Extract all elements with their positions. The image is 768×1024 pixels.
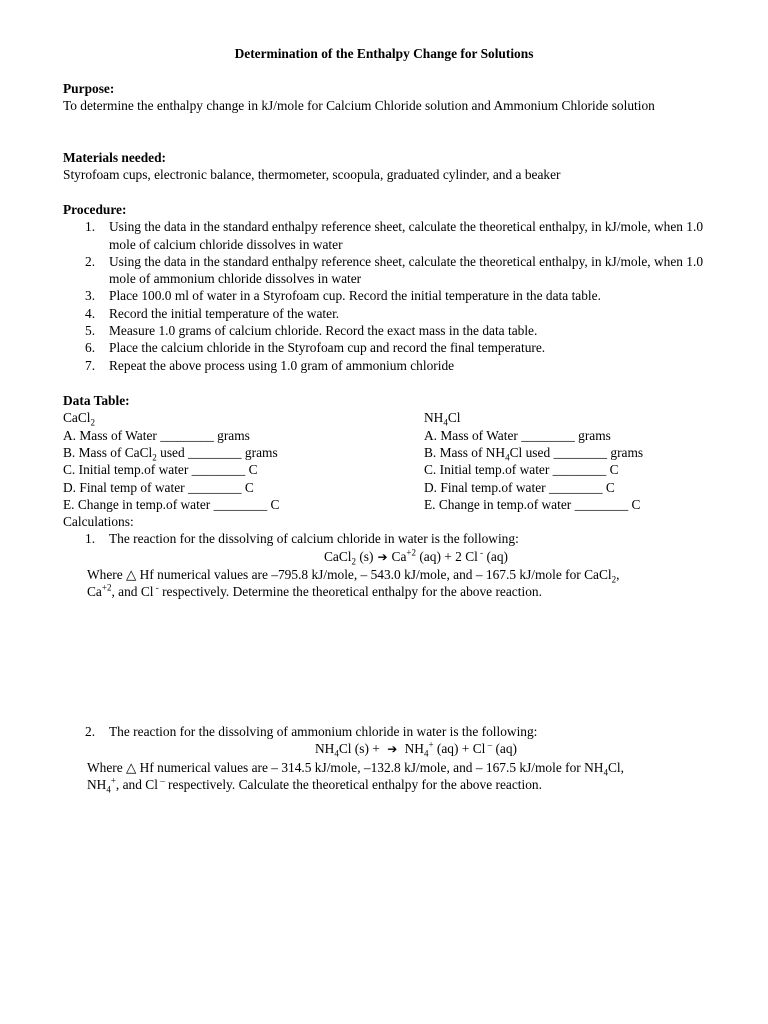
subscript: 2	[152, 452, 157, 463]
step-text: Repeat the above process using 1.0 gram of ammonium chloride	[109, 357, 455, 373]
step-text: Using the data in the standard enthalpy reference sheet, calculate the theoretical enthalpy, in kJ/mole, when 1.0 mole of calcium chloride dissolves in water	[109, 219, 704, 252]
procedure-step	[63, 253, 723, 288]
step-number: 7.	[85, 357, 96, 373]
note-text: Where △ Hf numerical values are – 314.5 kJ/mole, –132.8 kJ/mole, and – 167.5 kJ/mole for NH	[87, 759, 604, 775]
row-text: B. Mass of NH	[424, 445, 506, 460]
note-text: , and Cl	[115, 776, 158, 792]
eq-part: CaCl	[323, 548, 352, 564]
formula-text: CaCl	[63, 410, 91, 425]
purpose-section	[63, 80, 723, 115]
calculations-section	[63, 513, 723, 600]
eq-part: (aq) + 2 Cl	[416, 548, 478, 564]
procedure-section	[63, 201, 723, 374]
superscript: -	[477, 547, 484, 558]
eq-part: (aq)	[483, 548, 509, 564]
step-text: Place 100.0 ml of water in a Styrofoam cup. Record the initial temperature in the data table.	[109, 288, 601, 304]
formula-text: NH	[424, 410, 444, 425]
document-title: Determination of the Enthalpy Change for Solutions	[234, 46, 534, 61]
formula-text: Cl	[447, 410, 461, 425]
nh4cl-column-header	[424, 409, 461, 426]
procedure-step	[63, 322, 723, 339]
nh4cl-final-temp: D. Final temp.of water ________ C	[424, 480, 615, 495]
reaction-equation	[63, 548, 723, 566]
eq-part: (aq)	[492, 741, 518, 757]
calculation-text: The reaction for the dissolving of calcium chloride in water is the following:	[109, 531, 519, 547]
calculations-heading: Calculations:	[63, 514, 134, 529]
row-text: B. Mass of CaCl	[63, 445, 153, 460]
note-text: respectively. Determine the theoretical enthalpy for the above reaction.	[158, 584, 542, 600]
row-text: used ________ grams	[156, 445, 278, 460]
note-text: Where △ Hf numerical values are –795.8 kJ/mole, – 543.0 kJ/mole, and – 167.5 kJ/mole for CaCl	[87, 566, 612, 582]
materials-text: Styrofoam cups, electronic balance, thermometer, scoopula, graduated cylinder, and a beaker	[63, 167, 561, 183]
calculation-note-1	[63, 566, 723, 601]
subscript: 4	[443, 417, 448, 428]
calculation-item-1	[63, 530, 723, 566]
superscript: -	[153, 582, 159, 593]
step-number: 2.	[85, 253, 96, 269]
note-text: ,	[616, 566, 620, 582]
procedure-step	[63, 287, 723, 304]
procedure-step	[63, 305, 723, 322]
nh4cl-mass-water: A. Mass of Water ________ grams	[424, 428, 611, 443]
nh4cl-mass-used	[424, 444, 643, 461]
superscript: –	[157, 775, 165, 786]
procedure-step	[63, 357, 723, 374]
subscript: 2	[90, 417, 96, 428]
note-text: NH	[87, 776, 107, 792]
subscript: 4	[334, 748, 339, 759]
step-text: Place the calcium chloride in the Styrofoam cup and record the final temperature.	[109, 340, 546, 356]
nh4cl-change-temp: E. Change in temp.of water ________ C	[424, 497, 641, 512]
cacl2-change-temp: E. Change in temp.of water ________ C	[63, 497, 280, 512]
procedure-heading: Procedure:	[63, 202, 127, 217]
cacl2-final-temp: D. Final temp of water ________ C	[63, 480, 254, 495]
subscript: 4	[603, 767, 608, 778]
cacl2-initial-temp: C. Initial temp.of water ________ C	[63, 462, 258, 477]
item-number: 2.	[85, 724, 96, 739]
arrow-right-icon: ➔	[377, 549, 388, 564]
subscript: 2	[351, 556, 356, 567]
superscript: +2	[101, 582, 112, 593]
subscript: 4	[505, 452, 510, 463]
note-text: Cl,	[607, 759, 624, 775]
materials-section	[63, 149, 723, 184]
reaction-equation	[63, 740, 723, 758]
item-number: 1.	[85, 531, 96, 547]
note-text: respectively. Calculate the theoretical enthalpy for the above reaction.	[164, 776, 542, 792]
step-text: Using the data in the standard enthalpy reference sheet, calculate the theoretical enthalpy, in kJ/mole, when 1.0 mole of ammonium chloride dissolves in water	[109, 253, 704, 287]
eq-part: NH	[314, 741, 335, 757]
subscript: 2	[611, 574, 617, 585]
calculation-item-2	[63, 723, 723, 759]
procedure-list	[63, 218, 723, 374]
superscript: +	[428, 739, 434, 750]
subscript: 4	[106, 784, 111, 795]
eq-part: (s)	[356, 548, 374, 564]
superscript: +	[110, 775, 116, 786]
calculation-text: The reaction for the dissolving of ammonium chloride in water is the following:	[109, 724, 538, 739]
cacl2-mass-water: A. Mass of Water ________ grams	[63, 428, 250, 443]
note-text: , and Cl	[111, 584, 154, 600]
eq-part: Cl (s) +	[338, 741, 384, 757]
purpose-text: To determine the enthalpy change in kJ/mole for Calcium Chloride solution and Ammonium Chloride solution	[63, 98, 655, 114]
note-text: Ca	[87, 584, 102, 600]
cacl2-mass-used	[63, 444, 278, 461]
step-number: 1.	[85, 219, 96, 235]
eq-part: (aq) + Cl	[433, 741, 486, 757]
step-text: Record the initial temperature of the water.	[109, 305, 340, 321]
superscript: –	[485, 739, 493, 750]
step-number: 3.	[85, 288, 96, 304]
data-table-heading: Data Table:	[63, 393, 130, 408]
eq-part: NH	[401, 741, 424, 757]
calculation-note-2	[63, 759, 723, 794]
step-number: 6.	[85, 340, 96, 356]
step-number: 5.	[85, 323, 96, 339]
step-text: Measure 1.0 grams of calcium chloride. Record the exact mass in the data table.	[109, 323, 538, 339]
superscript: +2	[406, 547, 416, 558]
eq-part: Ca	[391, 548, 407, 564]
step-number: 4.	[85, 305, 96, 321]
procedure-step	[63, 218, 723, 253]
row-text: Cl used ________ grams	[509, 445, 644, 460]
materials-heading: Materials needed:	[63, 150, 167, 165]
calculation-item-2-section	[63, 723, 723, 793]
nh4cl-initial-temp: C. Initial temp.of water ________ C	[424, 462, 619, 477]
purpose-heading: Purpose:	[63, 81, 115, 96]
cacl2-column-header	[63, 409, 95, 426]
subscript: 4	[423, 748, 429, 759]
arrow-right-icon: ➔	[387, 742, 398, 757]
procedure-step	[63, 339, 723, 356]
